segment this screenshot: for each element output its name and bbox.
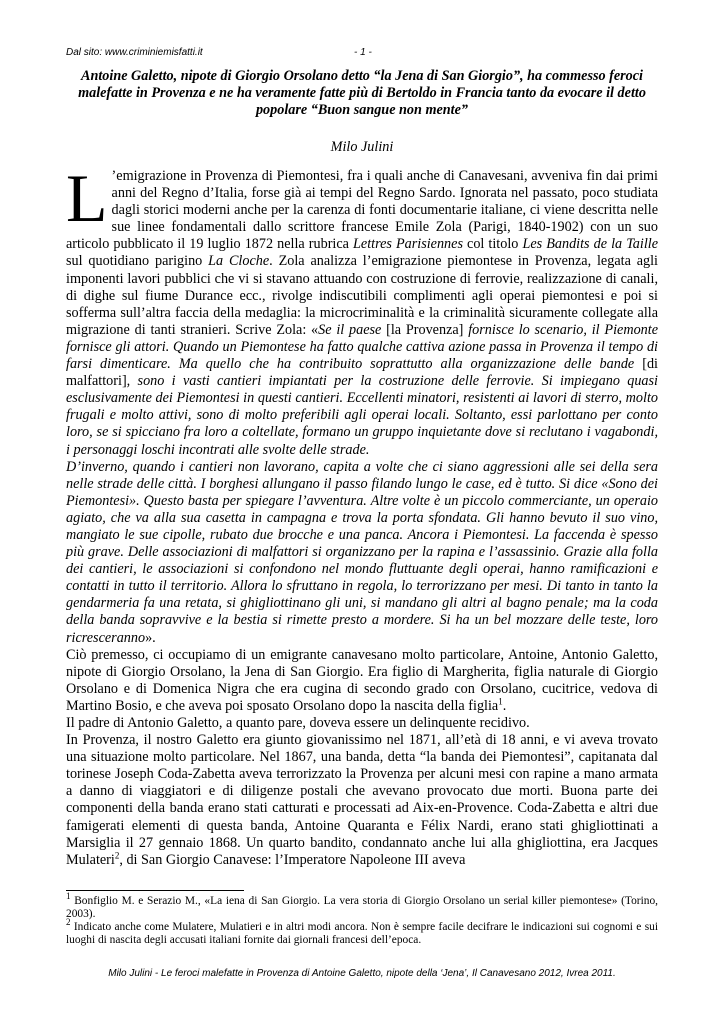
footnote-number: 2 <box>66 917 71 928</box>
italic-run: La Cloche <box>208 253 270 270</box>
text-run: . <box>502 697 507 714</box>
article-title: Antoine Galetto, nipote di Giorgio Orsolano detto “la Jena di San Giorgio”, ha commesso feroci malefatte in Provenza e ne ha veramente fatte più di Bertoldo in Francia tanto da evocare il detto popolare “Buon sangue non mente” <box>78 68 646 118</box>
footnote-ref-2: 2 <box>114 850 120 861</box>
footnotes <box>66 891 658 947</box>
article-author: Milo Julini <box>330 139 394 155</box>
text-run: ’emigrazione in Provenza di Piemontesi, fra i quali anche di Canavesani, avveniva fin dai primi anni del Regno d’Italia, forse già ai tempi del Regno Sardo. Ignorata nel passato, poco studiata dagli storici moderni anche per la carenza di fonti documentarie italiane, ci viene descritta nelle sue linee fondamentali dallo scrittore francese Emile Zola (Parigi, 1840-1902) con un suo articolo pubblicato il 19 luglio 1872 nella rubrica <box>66 168 658 253</box>
paragraph-2 <box>66 459 658 647</box>
text-run: [di malfattori] <box>66 356 658 390</box>
page-footer: Milo Julini - Le feroci malefatte in Provenza di Antoine Galetto, nipote della ‘Jena’, Il Canavesano 2012, Ivrea 2011. <box>108 968 616 979</box>
source-site: Dal sito: www.criminiemisfatti.it <box>66 47 203 58</box>
footnote-2 <box>66 917 658 947</box>
text-run: sul quotidiano parigino <box>66 253 209 270</box>
paragraph-4: Il padre di Antonio Galetto, a quanto pare, doveva essere un delinquente recidivo. <box>66 715 530 731</box>
text-run: In Provenza, il nostro Galetto era giunto giovanissimo nel 1871, all’età di 18 anni, e vi aveva trovato una situazione molto particolare. Nel 1867, una banda, detta “la banda dei Piemontesi”, capitanata dal torinese Joseph Coda-Zabetta aveva terrorizzato la Provenza per alcuni mesi con rapine a mano armata a danno di viaggiatori e di diligenze postali che avevano provocato due morti. Buona parte dei componenti della banda erano stati catturati e processati ad Aix-en-Provence. Coda-Zabetta e altri due famigerati elementi di questa banda, Antoine Quaranta e Félix Nardi, erano stati ghigliottinati a Marsiglia il 27 gennaio 1868. Un quarto bandito, condannato anche lui alla ghigliottina, era Jacques Mulateri <box>66 732 658 868</box>
footnote-separator <box>66 890 244 891</box>
italic-run: , sono i vasti cantieri impiantati per la costruzione delle ferrovie. Si impiegano quasi esclusivamente dei Piemontesi in questi cantieri. Eccellenti minatori, resistenti ai lavori di sterro, molto frugali e molto attivi, sono di molto preferibili agli operai locali. Soltanto, essi parlottano per conto loro, se si spicciano fra loro a coltellate, formano un gruppo inquietante dove si reclutano i vagabondi, i personaggi loschi incontrati alle svolte delle strade. <box>66 373 658 458</box>
page-number: - 1 - <box>354 47 372 58</box>
footnote-ref-1: 1 <box>498 696 503 707</box>
italic-run: fornisce lo scenario, il Piemonte fornisce gli attori. Quando un Piemontese ha fatto qualche cattiva azione passa in Provenza il tempo di farsi dimenticare. Ma quello che ha contribuito soprattutto alla organizzazione delle bande <box>66 321 658 373</box>
text-run: Ciò premesso, ci occupiamo di un emigrante canavesano molto particolare, Antoine, Antonio Galetto, nipote di Giorgio Orsolano, la Jena di San Giorgio. Era figlio di Margherita, figlia naturale di Giorgio Orsolano e di Domenica Nigra che era cugina di secondo grado con Orsolano, cucitrice, vedova di Martino Bosio, e che aveva poi sposato Orsolano dopo la nascita della figlia <box>66 646 658 714</box>
paragraph-1 <box>66 160 659 459</box>
text-run: . Zola analizza l’emigrazione piemontese in Provenza, legata agli imponenti lavori pubblici che vi si stavano attuando con costruzione di ferrovie, realizzazione di canali, di dighe sul fiume Durance ecc., rivolge indiscutibili complimenti agli operai piemontesi e poi si sofferma sull’altra faccia della medaglia: la microcriminalità e la criminalità sicuramente collegate alla migrazione di tanti stranieri. Scrive Zola: « <box>66 253 659 338</box>
text-run: [la Provenza] <box>381 321 469 338</box>
footnote-text: Indicato anche come Mulatere, Mulatieri e in altri modi ancora. Non è sempre facile decifrare le indicazioni sui cognomi e sui luoghi di nascita degli accusati italiani fornite dai giornali francesi dell’epoca. <box>66 921 658 946</box>
article-body <box>66 160 659 869</box>
footnote-number: 1 <box>66 891 71 902</box>
drop-cap: L <box>66 160 108 236</box>
text-run: , di San Giorgio Canavese: l’Imperatore Napoleone III aveva <box>119 851 466 868</box>
paragraph-5 <box>66 732 658 869</box>
italic-run: Les Bandits de la Taille <box>522 236 658 253</box>
footnote-text: Bonfiglio M. e Serazio M., «La iena di San Giorgio. La vera storia di Giorgio Orsolano un serial killer piemontese» (Torino, 2003). <box>66 895 658 920</box>
italic-run: Lettres Parisiennes <box>353 236 463 253</box>
italic-run: D’inverno, quando i cantieri non lavorano, capita a volte che ci siano aggressioni alle sei della sera nelle strade delle città. I borghesi allungano il passo filando lungo le case, ed è tutto. Si dice «Sono dei Piemontesi». Questo basta per spiegare l’avventura. Altre volte è un piccolo commerciante, un operaio agiato, che va alla sua casetta in campagna e trova la porta sfondata. Gli hanno bevuto il suo vino, mangiato le sue cipolle, rubato due brocche e una panca. Ancora i Piemontesi. La faccenda è spesso più grave. Delle associazioni di malfattori si organizzano per la rapina e l’assassinio. Grazie alla folla dei cantieri, le associazioni si confondono nel mondo fluttuante degli operai, hanno ramificazioni e contatti in tutto il territorio. Allora lo sfruttano in regola, lo terrorizzano per mesi. Di tanto in tanto la gendarmeria fa una retata, si ghigliottinano gli uni, si mandano gli altri al bagno penale; ma la coda della banda sopravvive e la bestia si rimette presto a mordere. Si ha un bel mozzare delle teste, loro ricresceranno <box>66 458 658 646</box>
paragraph-3 <box>66 647 658 715</box>
text-run: col titolo <box>462 236 523 253</box>
text-run: ». <box>145 629 156 646</box>
footnote-1 <box>66 891 658 921</box>
italic-run: Se il paese <box>318 321 382 338</box>
